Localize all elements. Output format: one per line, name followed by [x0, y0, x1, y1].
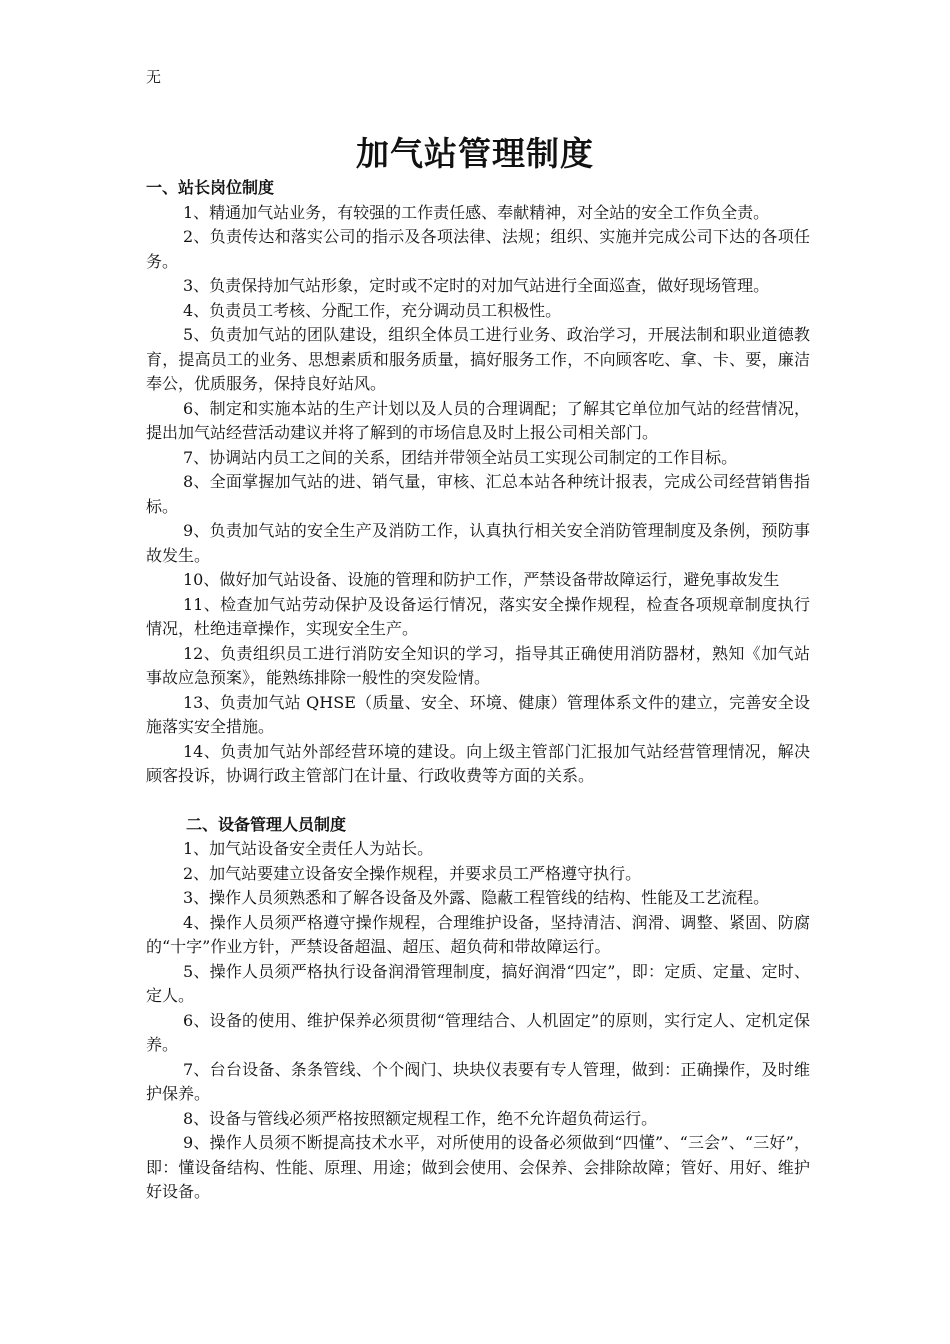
section-gap: [146, 789, 810, 813]
list-item: 4、操作人员须严格遵守操作规程，合理维护设备，坚持清洁、润滑、调整、紧固、防腐的“十字”作业方针，严禁设备超温、超压、超负荷和带故障运行。: [146, 912, 810, 956]
list-item: 7、台台设备、条条管线、个个阀门、块块仪表要有专人管理，做到：正确操作，及时维护保养。: [146, 1059, 810, 1103]
list-item: 13、负责加气站 QHSE（质量、安全、环境、健康）管理体系文件的建立，完善安全设施落实安全措施。: [146, 692, 810, 736]
page-title: 加气站管理制度: [356, 134, 594, 173]
list-item: 12、负责组织员工进行消防安全知识的学习，指导其正确使用消防器材，熟知《加气站事故应急预案》，能熟练排除一般性的突发险情。: [146, 643, 810, 687]
list-item: 10、做好加气站设备、设施的管理和防护工作，严禁设备带故障运行，避免事故发生: [183, 570, 780, 589]
list-item: 6、设备的使用、维护保养必须贯彻“管理结合、人机固定”的原则，实行定人、定机定保养。: [146, 1010, 810, 1054]
list-item: 2、负责传达和落实公司的指示及各项法律、法规；组织、实施并完成公司下达的各项任务。: [146, 227, 810, 271]
list-item: 14、负责加气站外部经营环境的建设。向上级主管部门汇报加气站经营管理情况，解决顾客投诉，协调行政主管部门在计量、行政收费等方面的关系。: [146, 741, 810, 785]
list-item: 3、负责保持加气站形象，定时或不定时的对加气站进行全面巡查，做好现场管理。: [183, 276, 770, 295]
list-item: 5、负责加气站的团队建设，组织全体员工进行业务、政治学习，开展法制和职业道德教育，提高员工的业务、思想素质和服务质量，搞好服务工作，不向顾客吃、拿、卡、要，廉洁奉公，优质服务，保持良好站风。: [146, 325, 810, 393]
list-item: 7、协调站内员工之间的关系，团结并带领全站员工实现公司制定的工作目标。: [183, 447, 738, 467]
list-item: 4、负责员工考核、分配工作，充分调动员工积极性。: [183, 300, 562, 320]
list-item: 3、操作人员须熟悉和了解各设备及外露、隐蔽工程管线的结构、性能及工艺流程。: [183, 888, 770, 907]
header-mark: 无: [146, 68, 162, 86]
list-item: 1、加气站设备安全责任人为站长。: [183, 839, 434, 858]
list-item: 8、全面掌握加气站的进、销气量，审核、汇总本站各种统计报表，完成公司经营销售指标。: [146, 472, 810, 516]
list-item: 8、设备与管线必须严格按照额定规程工作，绝不允许超负荷运行。: [183, 1108, 658, 1128]
list-item: 2、加气站要建立设备安全操作规程，并要求员工严格遵守执行。: [183, 863, 642, 883]
section-heading-station-manager: 一、站长岗位制度: [146, 178, 275, 197]
section-heading-equipment: 二、设备管理人员制度: [186, 814, 347, 834]
list-item: 5、操作人员须严格执行设备润滑管理制度，搞好润滑“四定”，即：定质、定量、定时、定人。: [146, 961, 810, 1005]
document-body: [146, 176, 810, 1205]
list-item: 1、精通加气站业务，有较强的工作责任感、奉献精神，对全站的安全工作负全责。: [183, 202, 770, 222]
list-item: 9、操作人员须不断提高技术水平，对所使用的设备必须做到“四懂”、“三会”、“三好”，即：懂设备结构、性能、原理、用途；做到会使用、会保养、会排除故障；管好、用好、维护好设备。: [146, 1133, 810, 1201]
list-item: 6、制定和实施本站的生产计划以及人员的合理调配；了解其它单位加气站的经营情况，提出加气站经营活动建议并将了解到的市场信息及时上报公司相关部门。: [146, 398, 810, 442]
list-item: 9、负责加气站的安全生产及消防工作，认真执行相关安全消防管理制度及条例，预防事故发生。: [146, 521, 810, 565]
list-item: 11、检查加气站劳动保护及设备运行情况，落实安全操作规程，检查各项规章制度执行情况，杜绝违章操作，实现安全生产。: [146, 594, 810, 638]
